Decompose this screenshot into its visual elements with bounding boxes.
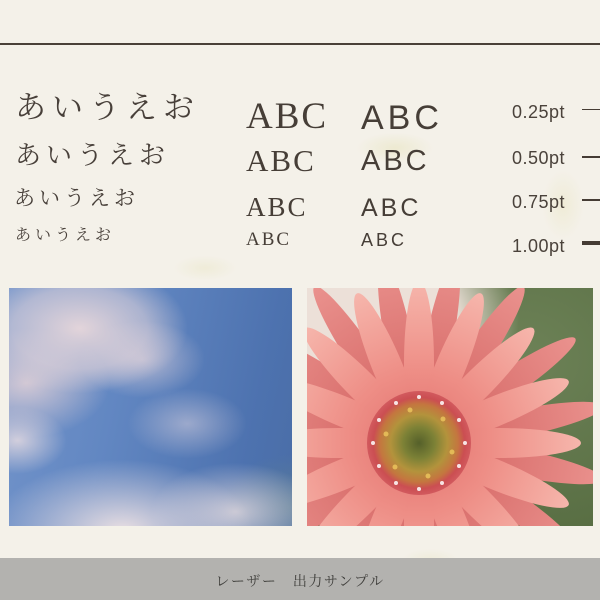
sans-abc-sample: ABC (361, 145, 430, 177)
serif-abc-sample: ABC (246, 96, 329, 137)
sky-photo (9, 288, 292, 526)
footer-caption: レーザー 出力サンプル (215, 573, 385, 589)
line-weight-label: 0.50pt (512, 148, 566, 168)
serif-abc-sample: ABC (246, 229, 292, 250)
weight-rule-100 (582, 241, 600, 245)
top-rule (0, 43, 600, 45)
weight-rule-050 (582, 156, 600, 158)
line-weight-label: 0.75pt (512, 192, 566, 212)
kana-sample: あいうえお (15, 90, 200, 125)
serif-abc-sample: ABC (246, 192, 308, 222)
kana-sample: あいうえお (15, 140, 171, 170)
flower-photo (307, 288, 593, 526)
flower-center (367, 391, 471, 495)
gerbera-daisy-illustration (307, 288, 593, 526)
serif-abc-sample: ABC (246, 143, 316, 178)
weight-rule-075 (582, 199, 600, 202)
weight-rule-025 (582, 109, 600, 110)
sans-abc-sample: ABC (361, 194, 422, 222)
kana-sample: あいうえお (14, 187, 139, 210)
sans-abc-sample: ABC (361, 99, 443, 137)
line-weight-label: 1.00pt (512, 236, 566, 256)
footer-bar (0, 558, 600, 600)
kana-sample: あいうえお (15, 227, 116, 244)
line-weight-label: 0.25pt (512, 102, 566, 122)
sans-abc-sample: ABC (361, 230, 408, 250)
